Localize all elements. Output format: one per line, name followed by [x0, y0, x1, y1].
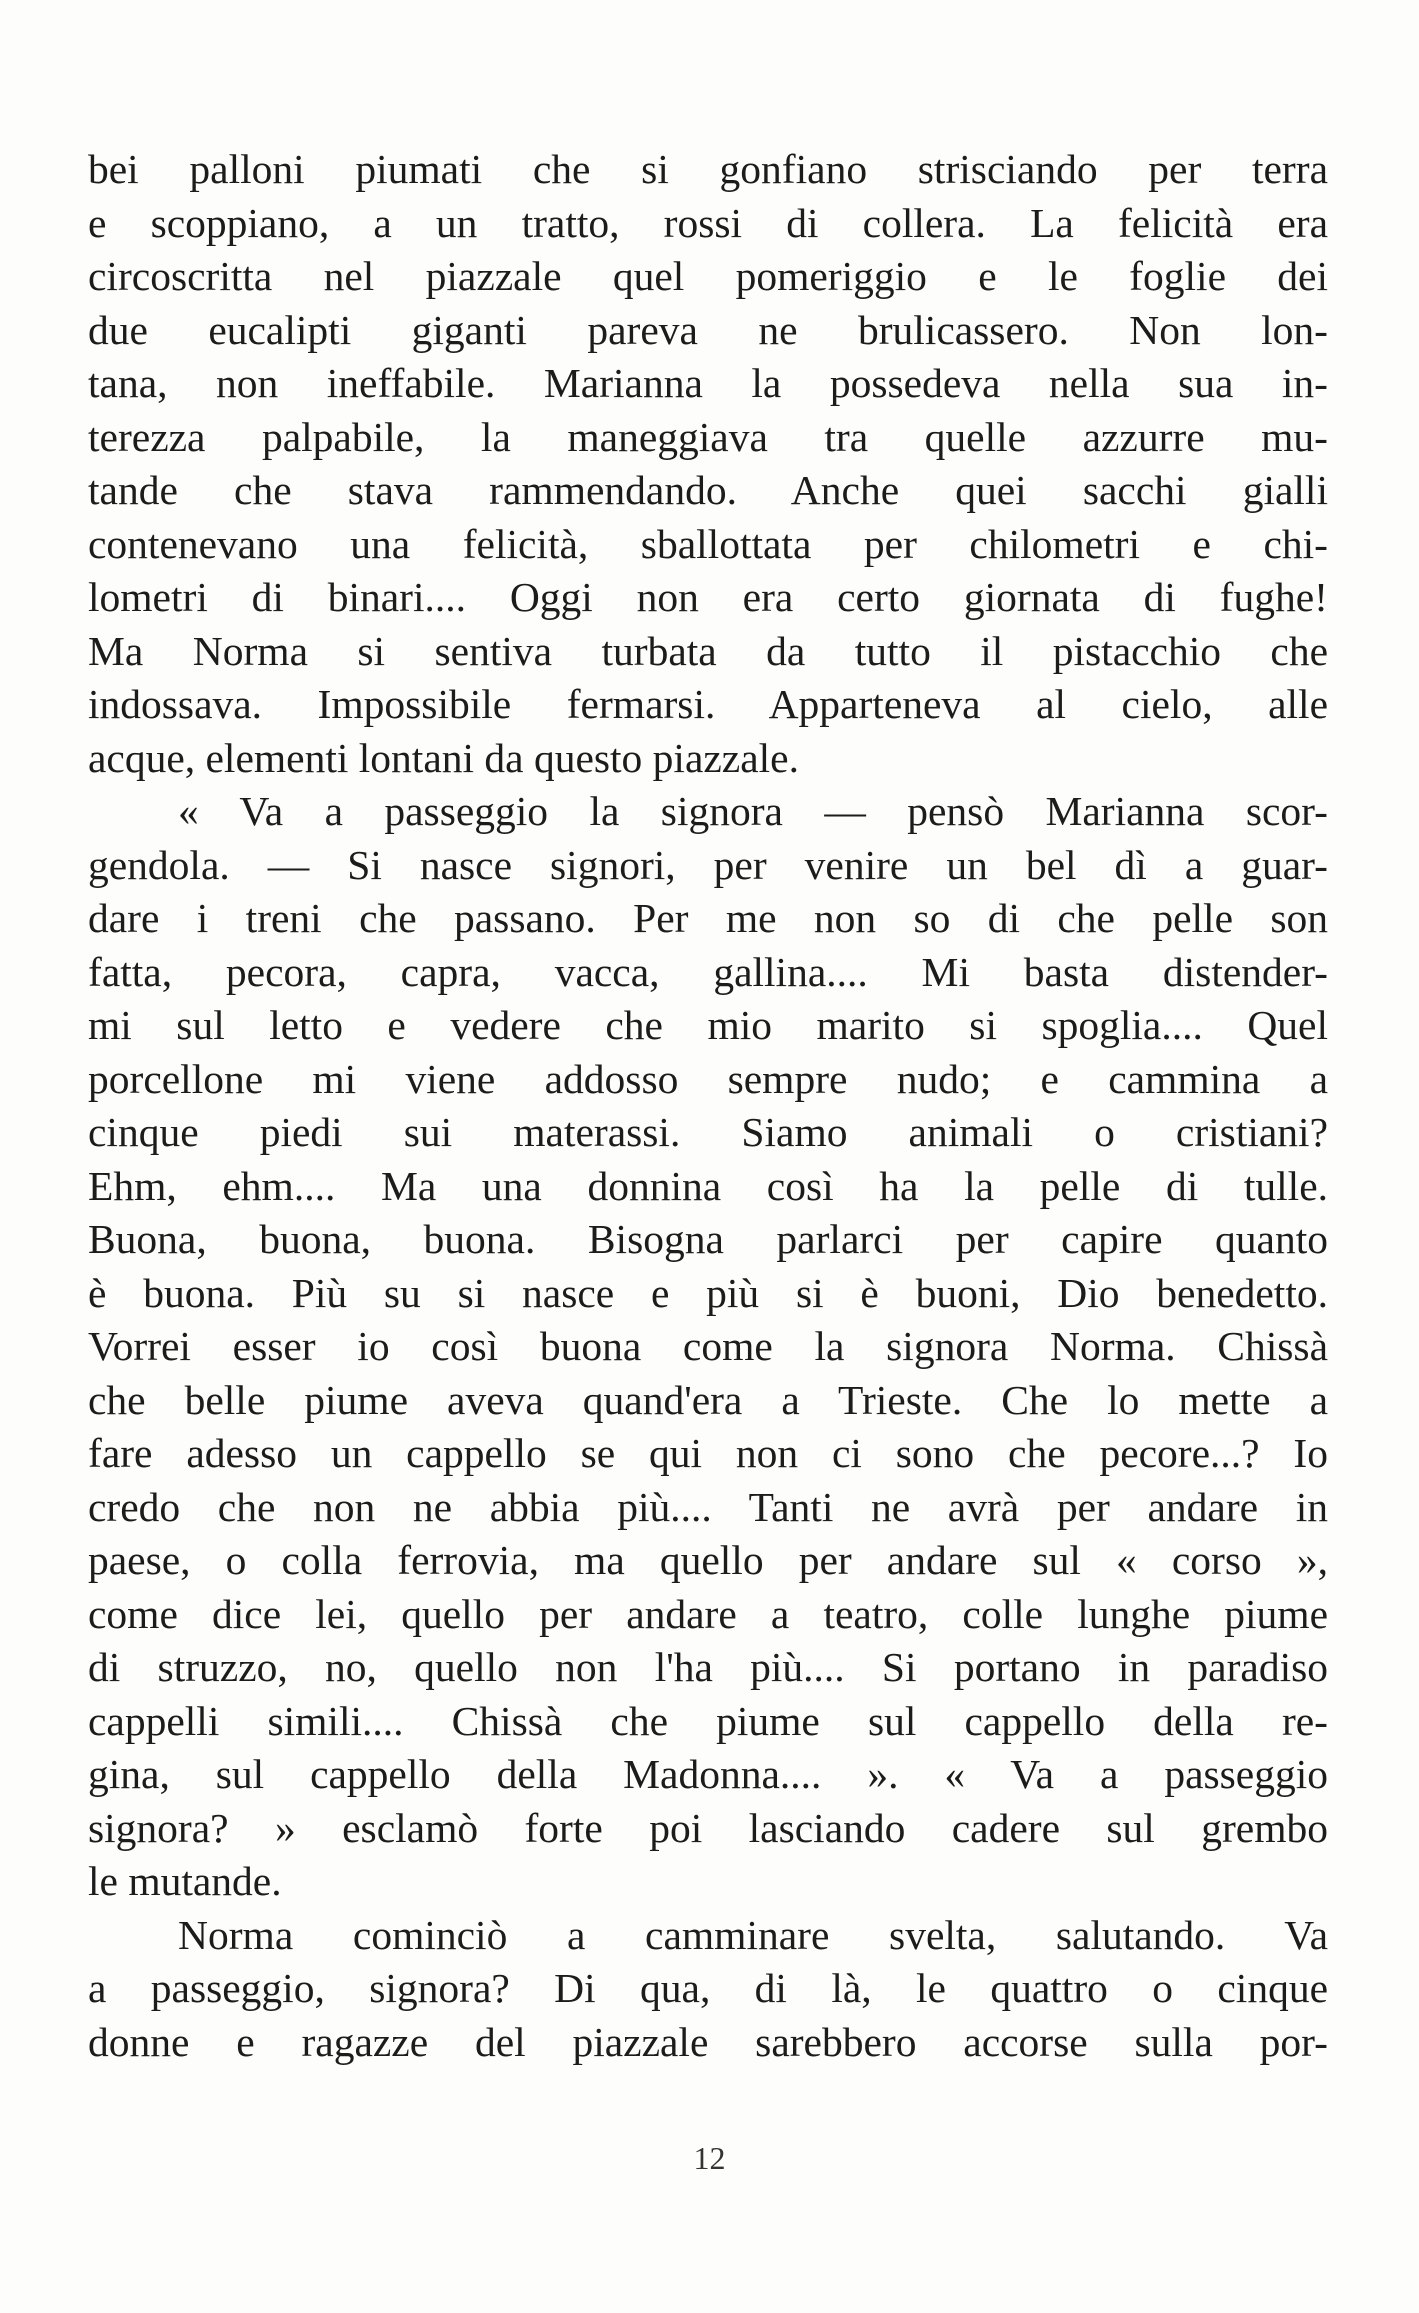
- text-line: Buona, buona, buona. Bisogna parlarci per capire quanto: [88, 1216, 1328, 1262]
- text-line: signora? » esclamò forte poi lasciando cadere sul grembo: [88, 1804, 1328, 1851]
- text-line: porcellone mi viene addosso sempre nudo; e cammina a: [88, 1055, 1328, 1102]
- text-line: Ma Norma si sentiva turbata da tutto il pistacchio che: [88, 627, 1328, 674]
- text-line: a passeggio, signora? Di qua, di là, le quattro o cinque: [88, 1965, 1328, 2011]
- text-line: fatta, pecora, capra, vacca, gallina.... Mi basta distender-: [88, 948, 1328, 995]
- text-line: gendola. — Si nasce signori, per venire un bel dì a guar-: [88, 841, 1328, 888]
- text-line: acque, elementi lontani da questo piazzale.: [88, 734, 799, 781]
- text-line: e scoppiano, a un tratto, rossi di collera. La felicità era: [88, 199, 1328, 246]
- text-line: cappelli simili.... Chissà che piume sul cappello della re-: [88, 1697, 1328, 1744]
- text-line: « Va a passeggio la signora — pensò Marianna scor-: [178, 788, 1328, 834]
- text-line: cinque piedi sui materassi. Siamo animali o cristiani?: [88, 1109, 1328, 1155]
- text-line: indossava. Impossibile fermarsi. Apparteneva al cielo, alle: [88, 681, 1328, 727]
- body-text: [88, 143, 1328, 2069]
- text-line: contenevano una felicità, sballottata per chilometri e chi-: [88, 520, 1328, 567]
- text-line: paese, o colla ferrovia, ma quello per andare sul « corso »,: [88, 1537, 1328, 1583]
- text-line: credo che non ne abbia più.... Tanti ne avrà per andare in: [88, 1483, 1328, 1530]
- text-line: due eucalipti giganti pareva ne brulicassero. Non lon-: [88, 306, 1328, 353]
- text-line: tana, non ineffabile. Marianna la possedeva nella sua in-: [88, 360, 1328, 406]
- text-line: terezza palpabile, la maneggiava tra quelle azzurre mu-: [88, 413, 1328, 460]
- text-line: donne e ragazze del piazzale sarebbero accorse sulla por-: [88, 2018, 1328, 2065]
- text-line: gina, sul cappello della Madonna.... ». « Va a passeggio: [88, 1751, 1328, 1797]
- text-line: Norma cominciò a camminare svelta, salutando. Va: [178, 1911, 1328, 1958]
- text-line: tande che stava rammendando. Anche quei sacchi gialli: [88, 467, 1328, 513]
- text-line: Vorrei esser io così buona come la signora Norma. Chissà: [88, 1323, 1328, 1369]
- text-line: che belle piume aveva quand'era a Trieste. Che lo mette a: [88, 1376, 1328, 1423]
- text-line: fare adesso un cappello se qui non ci sono che pecore...? Io: [88, 1430, 1328, 1476]
- text-line: di struzzo, no, quello non l'ha più.... Si portano in paradiso: [88, 1644, 1328, 1690]
- text-line: mi sul letto e vedere che mio marito si spoglia.... Quel: [88, 1002, 1328, 1048]
- text-line: Ehm, ehm.... Ma una donnina così ha la pelle di tulle.: [88, 1162, 1328, 1209]
- text-line: come dice lei, quello per andare a teatro, colle lunghe piume: [88, 1590, 1328, 1637]
- text-line: bei palloni piumati che si gonfiano strisciando per terra: [88, 146, 1328, 192]
- text-line: lometri di binari.... Oggi non era certo giornata di fughe!: [88, 574, 1328, 620]
- text-line: dare i treni che passano. Per me non so di che pelle son: [88, 895, 1328, 941]
- text-line: le mutande.: [88, 1858, 282, 1904]
- page-number: 12: [693, 2140, 726, 2176]
- text-line: è buona. Più su si nasce e più si è buoni, Dio benedetto.: [88, 1269, 1328, 1316]
- text-line: circoscritta nel piazzale quel pomeriggio e le foglie dei: [88, 253, 1328, 299]
